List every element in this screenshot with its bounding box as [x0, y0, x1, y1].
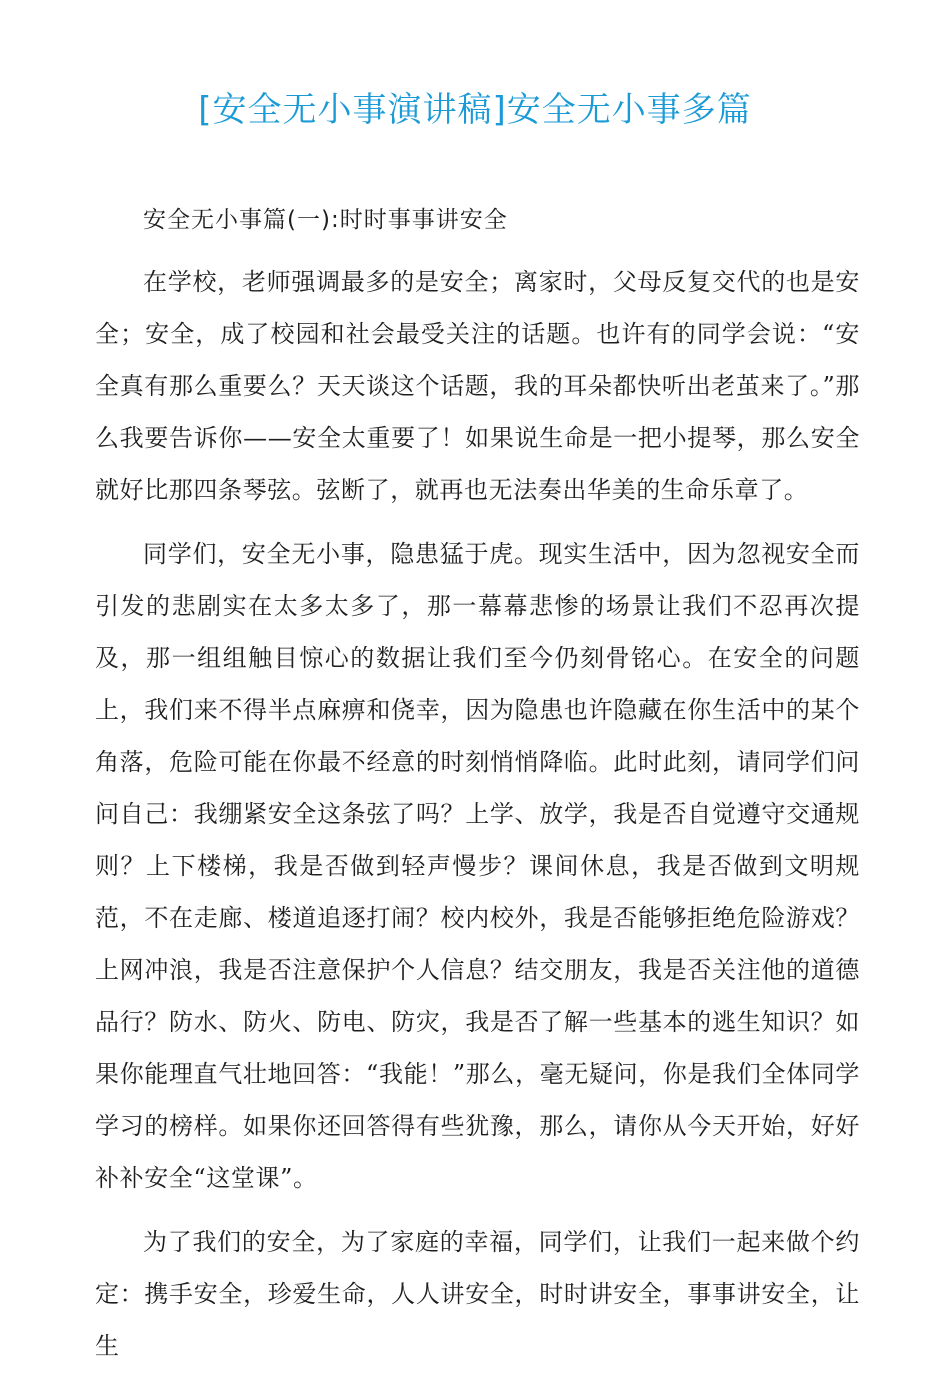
paragraph-3: 为了我们的安全，为了家庭的幸福，同学们，让我们一起来做个约定：携手安全，珍爱生命，人人讲安全，时时讲安全，事事讲安全，让生 — [95, 1228, 860, 1360]
paragraph-1: 在学校，老师强调最多的是安全；离家时，父母反复交代的也是安全；安全，成了校园和社会最受关注的话题。也许有的同学会说：“安全真有那么重要么？天天谈这个话题，我的耳朵都快听出老茧来了。”那么我要告诉你——安全太重要了！如果说生命是一把小提琴，那么安全就好比那四条琴弦。弦断了，就再也无法奏出华美的生命乐章了。 — [95, 268, 860, 504]
section-heading: 安全无小事篇(一):时时事事讲安全 — [143, 207, 508, 233]
document-body — [95, 196, 860, 1384]
paragraph-2: 同学们，安全无小事，隐患猛于虎。现实生活中，因为忽视安全而引发的悲剧实在太多太多了，那一幕幕悲惨的场景让我们不忍再次提及，那一组组触目惊心的数据让我们至今仍刻骨铭心。在安全的问题上，我们来不得半点麻痹和侥幸，因为隐患也许隐藏在你生活中的某个角落，危险可能在你最不经意的时刻悄悄降临。此时此刻，请同学们问问自己：我绷紧安全这条弦了吗？上学、放学，我是否自觉遵守交通规则？上下楼梯，我是否做到轻声慢步？课间休息，我是否做到文明规范，不在走廊、楼道追逐打闹？校内校外，我是否能够拒绝危险游戏？上网冲浪，我是否注意保护个人信息？结交朋友，我是否关注他的道德品行？防水、防火、防电、防灾，我是否了解一些基本的逃生知识？如果你能理直气壮地回答：“我能！”那么，毫无疑问，你是我们全体同学学习的榜样。如果你还回答得有些犹豫，那么，请你从今天开始，好好补补安全“这堂课”。 — [95, 540, 860, 1192]
document-title: [安全无小事演讲稿]安全无小事多篇 — [198, 90, 752, 130]
